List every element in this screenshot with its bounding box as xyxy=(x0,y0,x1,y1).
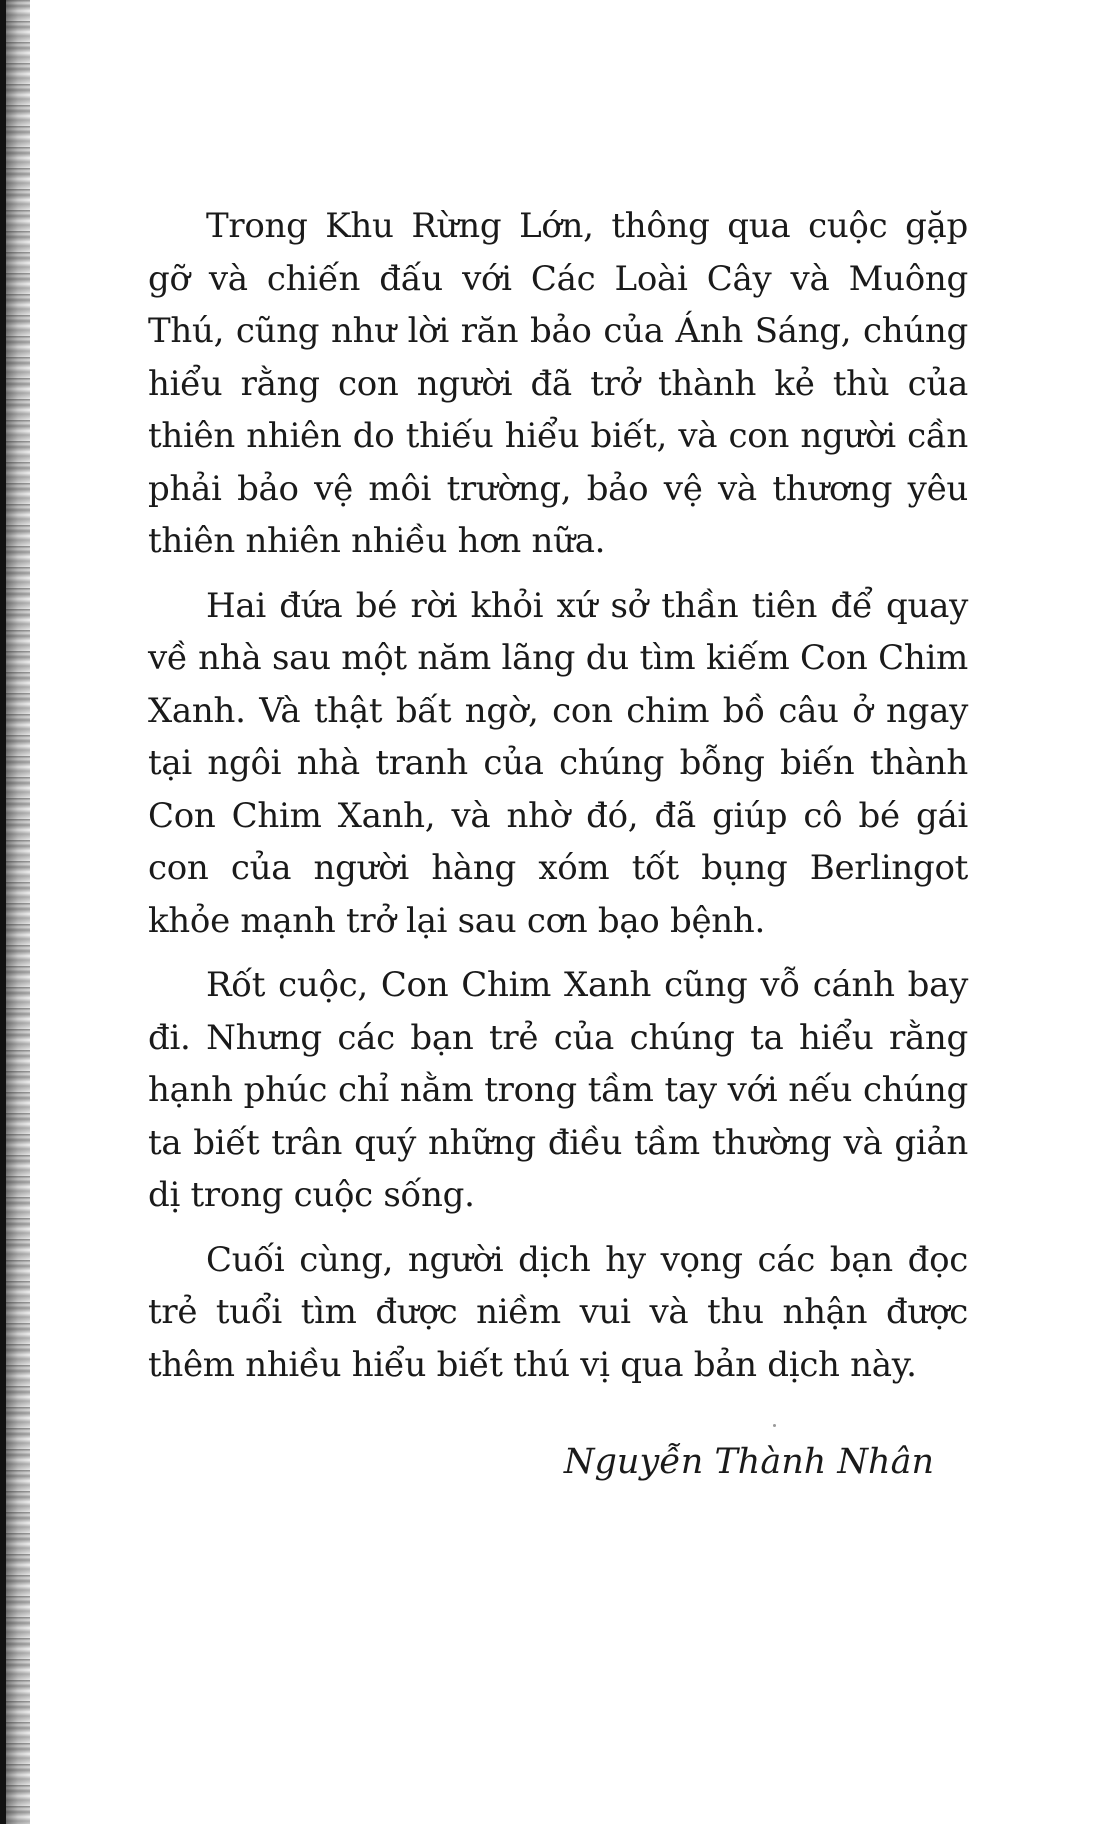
binding-shadow-line xyxy=(0,0,6,1824)
paragraph-translator-wish: Cuối cùng, người dịch hy vọng các bạn đọc trẻ tuổi tìm được niềm vui và thu nhận được thêm nhiều hiểu biết thú vị qua bản dịch này. xyxy=(148,1239,968,1385)
body-text xyxy=(148,200,968,1403)
paragraph-return-home: Hai đứa bé rời khỏi xứ sở thần tiên để quay về nhà sau một năm lãng du tìm kiếm Con Chim Xanh. Và thật bất ngờ, con chim bồ câu ở ngay tại ngôi nhà tranh của chúng bỗng biến thành Con Chim Xanh, và nhờ đó, đã giúp cô bé gái con của người hàng xóm tốt bụng Berlingot khỏe mạnh trở lại sau cơn bạo bệnh. xyxy=(148,585,968,941)
paragraph-bird-flies-away: Rốt cuộc, Con Chim Xanh cũng vỗ cánh bay đi. Nhưng các bạn trẻ của chúng ta hiểu rằng hạnh phúc chỉ nằm trong tầm tay với nếu chúng ta biết trân quý những điều tầm thường và giản dị trong cuộc sống. xyxy=(148,965,968,1215)
translator-signature: Nguyễn Thành Nhân xyxy=(563,1442,934,1482)
scan-speck xyxy=(773,1424,776,1427)
paragraph-forest: Trong Khu Rừng Lớn, thông qua cuộc gặp gỡ và chiến đấu với Các Loài Cây và Muông Thú, cũng như lời răn bảo của Ánh Sáng, chúng hiểu rằng con người đã trở thành kẻ thù của thiên nhiên do thiếu hiểu biết, và con người cần phải bảo vệ môi trường, bảo vệ và thương yêu thiên nhiên nhiều hơn nữa. xyxy=(148,206,968,561)
